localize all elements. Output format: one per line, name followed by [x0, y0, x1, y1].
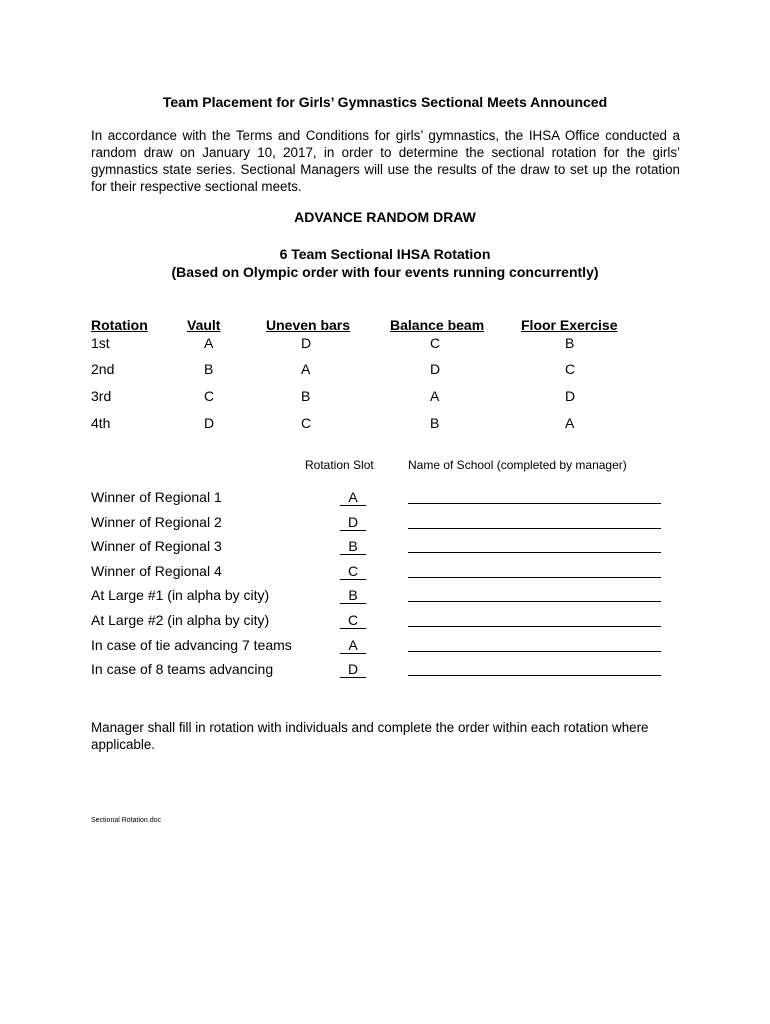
slot-label: At Large #2 (in alpha by city)	[91, 611, 270, 628]
rotation-subheading: (Based on Olympic order with four events running concurrently)	[171, 264, 599, 280]
list-item	[91, 563, 681, 588]
page-title: Team Placement for Girls’ Gymnastics Sectional Meets Announced	[162, 94, 608, 110]
footer-filename: Sectional Rotation.doc	[91, 817, 162, 824]
list-item	[91, 538, 681, 563]
slot-label: At Large #1 (in alpha by city)	[91, 587, 270, 604]
list-item	[91, 661, 681, 686]
slot-letter: C	[340, 612, 366, 629]
table-row	[91, 361, 691, 388]
advance-draw-heading: ADVANCE RANDOM DRAW	[294, 209, 476, 225]
list-item	[91, 489, 681, 514]
school-name-blank[interactable]	[408, 601, 661, 602]
balance-beam-cell: A	[430, 388, 440, 404]
header-vault: Vault	[187, 317, 221, 333]
floor-exercise-cell: B	[565, 335, 575, 351]
school-name-blank[interactable]	[408, 651, 661, 652]
list-item	[91, 514, 681, 539]
slot-label: In case of 8 teams advancing	[91, 661, 274, 678]
rotation-slot-header: Rotation Slot	[305, 458, 374, 472]
floor-exercise-cell: A	[565, 415, 575, 431]
balance-beam-cell: B	[430, 415, 440, 431]
slot-letter: A	[340, 489, 366, 506]
school-name-header: Name of School (completed by manager)	[408, 458, 627, 472]
uneven-bars-cell: C	[301, 415, 312, 431]
header-rotation: Rotation	[91, 317, 148, 333]
slot-label: In case of tie advancing 7 teams	[91, 636, 292, 653]
slot-letter: D	[340, 661, 366, 678]
rotation-table	[91, 317, 691, 433]
list-item	[91, 612, 681, 637]
school-name-blank[interactable]	[408, 528, 661, 529]
floor-exercise-cell: C	[565, 361, 576, 377]
slot-label: Winner of Regional 2	[91, 513, 222, 530]
rotation-cell: 3rd	[91, 388, 112, 404]
uneven-bars-cell: D	[301, 335, 312, 351]
vault-cell: D	[204, 415, 215, 431]
rotation-cell: 1st	[91, 335, 110, 351]
intro-paragraph: In accordance with the Terms and Conditions for girls’ gymnastics, the IHSA Office conducted a random draw on January 10, 2017, in order to determine the sectional rotation for the girls’ gymnastics state series. Sectional Managers will use the results of the draw to set up the rotation for their respective sectional meets.	[91, 128, 680, 194]
manager-note: Manager shall fill in rotation with individuals and complete the order within each rotation where applicable.	[91, 720, 649, 752]
floor-exercise-cell: D	[565, 388, 576, 404]
school-name-blank[interactable]	[408, 577, 661, 578]
list-item	[91, 587, 681, 612]
school-name-blank[interactable]	[408, 552, 661, 553]
school-name-blank[interactable]	[408, 503, 661, 504]
vault-cell: B	[204, 361, 214, 377]
school-name-blank[interactable]	[408, 675, 661, 676]
slot-label: Winner of Regional 3	[91, 538, 222, 555]
header-balance-beam: Balance beam	[390, 317, 485, 333]
balance-beam-cell: D	[430, 361, 441, 377]
balance-beam-cell: C	[430, 335, 441, 351]
table-row	[91, 388, 691, 415]
slot-letter: D	[340, 514, 366, 531]
slot-label: Winner of Regional 4	[91, 562, 222, 579]
header-uneven-bars: Uneven bars	[266, 317, 351, 333]
vault-cell: A	[204, 335, 214, 351]
header-floor-exercise: Floor Exercise	[521, 317, 618, 333]
table-row	[91, 415, 691, 433]
rotation-heading: 6 Team Sectional IHSA Rotation	[279, 246, 491, 262]
slot-letter: A	[340, 637, 366, 654]
slot-letter: C	[340, 563, 366, 580]
rotation-table-header	[91, 317, 691, 335]
rotation-cell: 4th	[91, 415, 111, 431]
list-item	[91, 637, 681, 662]
slot-letter: B	[340, 587, 366, 604]
table-row	[91, 335, 691, 361]
slot-letter: B	[340, 538, 366, 555]
vault-cell: C	[204, 388, 215, 404]
school-name-blank[interactable]	[408, 626, 661, 627]
slot-label: Winner of Regional 1	[91, 489, 222, 505]
uneven-bars-cell: A	[301, 361, 311, 377]
rotation-cell: 2nd	[91, 361, 115, 377]
slot-list	[91, 489, 681, 686]
uneven-bars-cell: B	[301, 388, 311, 404]
